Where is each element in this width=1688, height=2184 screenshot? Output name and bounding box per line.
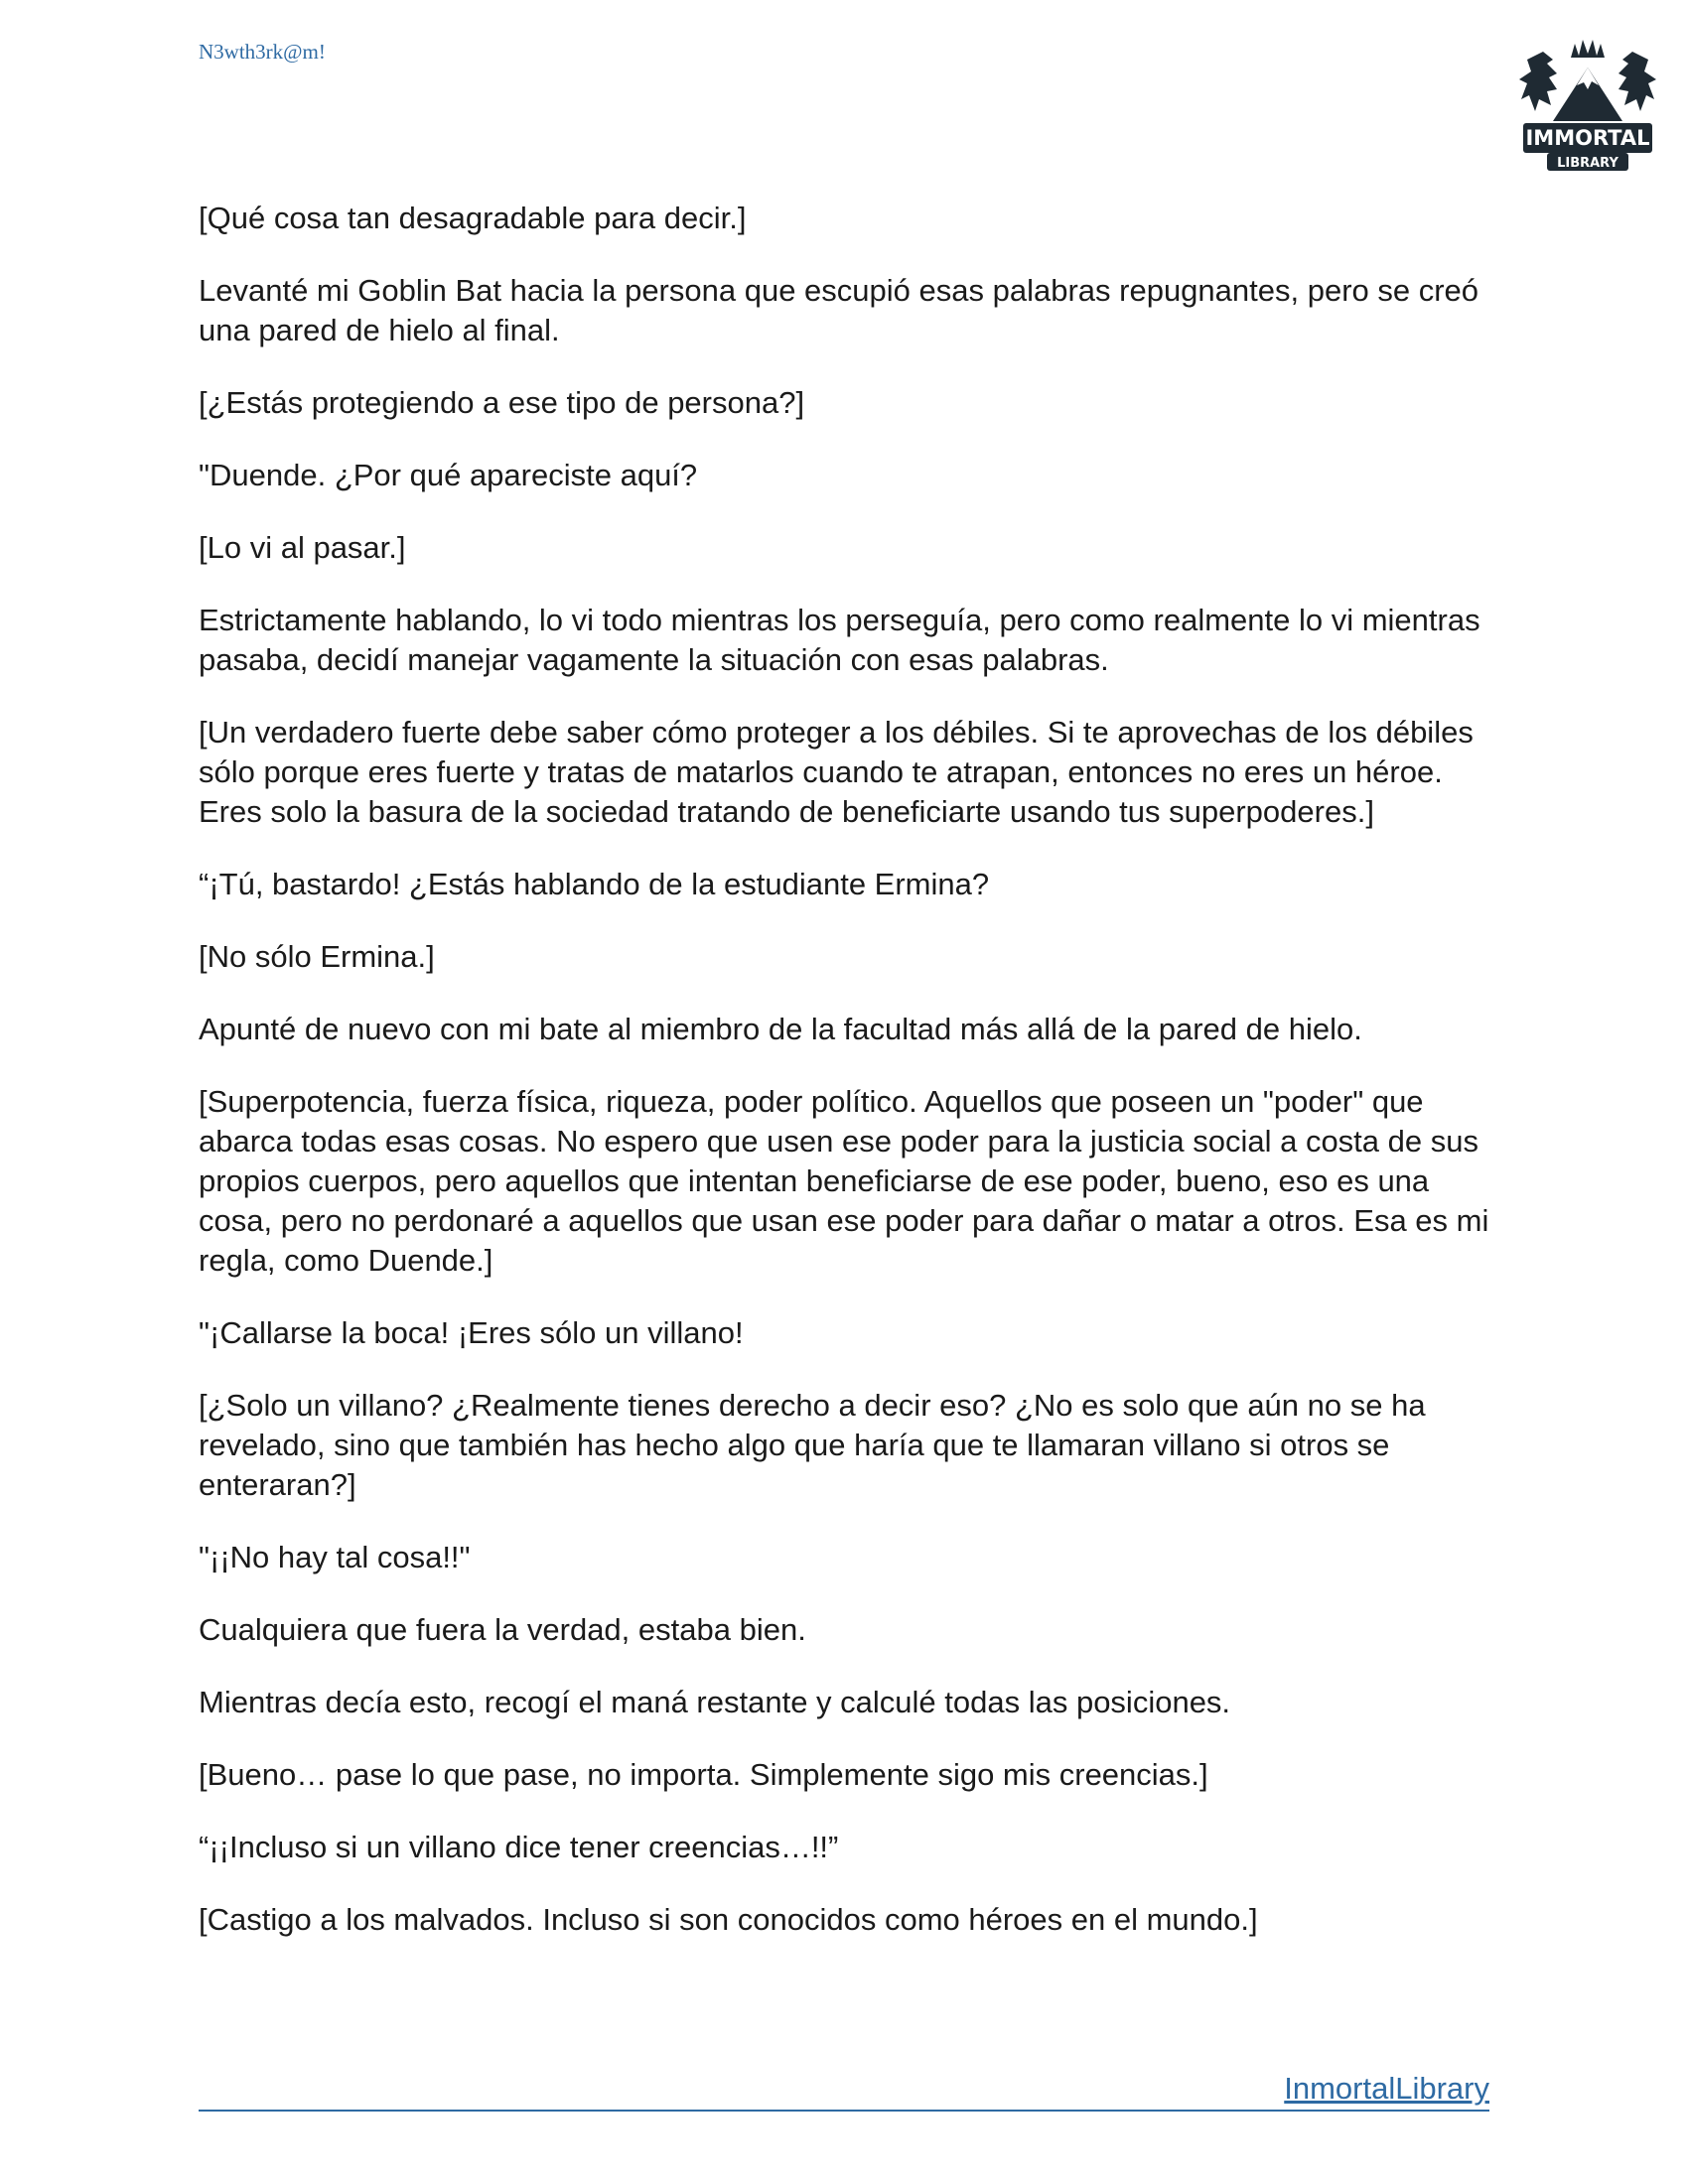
footer-divider [199, 2110, 1489, 2112]
paragraph: [¿Solo un villano? ¿Realmente tienes derecho a decir eso? ¿No es solo que aún no se ha revelado, sino que también has hecho algo que haría que te llamaran villano si otros se enteraran?] [199, 1388, 1435, 1502]
paragraph: Levanté mi Goblin Bat hacia la persona que escupió esas palabras repugnantes, pero se creó una pared de hielo al final. [199, 273, 1487, 347]
logo-text-library: LIBRARY [1557, 156, 1618, 171]
footer-link-inmortallibrary[interactable]: InmortalLibrary [1284, 2071, 1489, 2106]
paragraph: [Castigo a los malvados. Incluso si son conocidos como héroes en el mundo.] [199, 1902, 1258, 1937]
left-dragon-icon [1519, 52, 1557, 111]
right-dragon-icon [1618, 52, 1656, 111]
paragraph: [Bueno… pase lo que pase, no importa. Simplemente sigo mis creencias.] [199, 1757, 1208, 1792]
paragraph: "¡¡No hay tal cosa!!" [199, 1540, 471, 1574]
paragraph: [¿Estás protegiendo a ese tipo de persona?] [199, 385, 805, 420]
header-watermark-text: N3wth3rk@m! [199, 40, 326, 64]
paragraph: Estrictamente hablando, lo vi todo mientras los perseguía, pero como realmente lo vi mientras pasaba, decidí manejar vagamente la situación con esas palabras. [199, 603, 1489, 677]
paragraph: [Lo vi al pasar.] [199, 530, 406, 565]
document-body [199, 199, 1497, 1973]
paragraph: Apunté de nuevo con mi bate al miembro de la facultad más allá de la pared de hielo. [199, 1012, 1362, 1046]
paragraph: Mientras decía esto, recogí el maná restante y calculé todas las posiciones. [199, 1685, 1231, 1719]
paragraph: [Qué cosa tan desagradable para decir.] [199, 201, 747, 235]
paragraph: “¡Tú, bastardo! ¿Estás hablando de la estudiante Ermina? [199, 867, 990, 901]
paragraph: "¡Callarse la boca! ¡Eres sólo un villano! [199, 1315, 744, 1350]
paragraph: Cualquiera que fuera la verdad, estaba bien. [199, 1612, 806, 1647]
paragraph: "Duende. ¿Por qué apareciste aquí? [199, 458, 698, 492]
paragraph: [No sólo Ermina.] [199, 939, 435, 974]
paragraph: [Superpotencia, fuerza física, riqueza, poder político. Aquellos que poseen un "poder" que abarca todas esas cosas. No espero que usen ese poder para la justicia social a costa de sus propios cuerpos, pero aquellos que intentan beneficiarse de ese poder, bueno, eso es una cosa, pero no perdonaré a aquellos que usan ese poder para dañar o matar a otros. Esa es mi regla, como Duende.] [199, 1084, 1497, 1278]
logo-text-immortal: IMMORTAL [1525, 126, 1650, 150]
immortal-library-logo [1513, 30, 1662, 179]
paragraph: “¡¡Incluso si un villano dice tener creencias…!!” [199, 1830, 839, 1864]
paragraph: [Un verdadero fuerte debe saber cómo proteger a los débiles. Si te aprovechas de los débiles sólo porque eres fuerte y tratas de matarlos cuando te atrapan, entonces no eres un héroe. Eres solo la basura de la sociedad tratando de beneficiarte usando tus superpoderes.] [199, 715, 1482, 829]
